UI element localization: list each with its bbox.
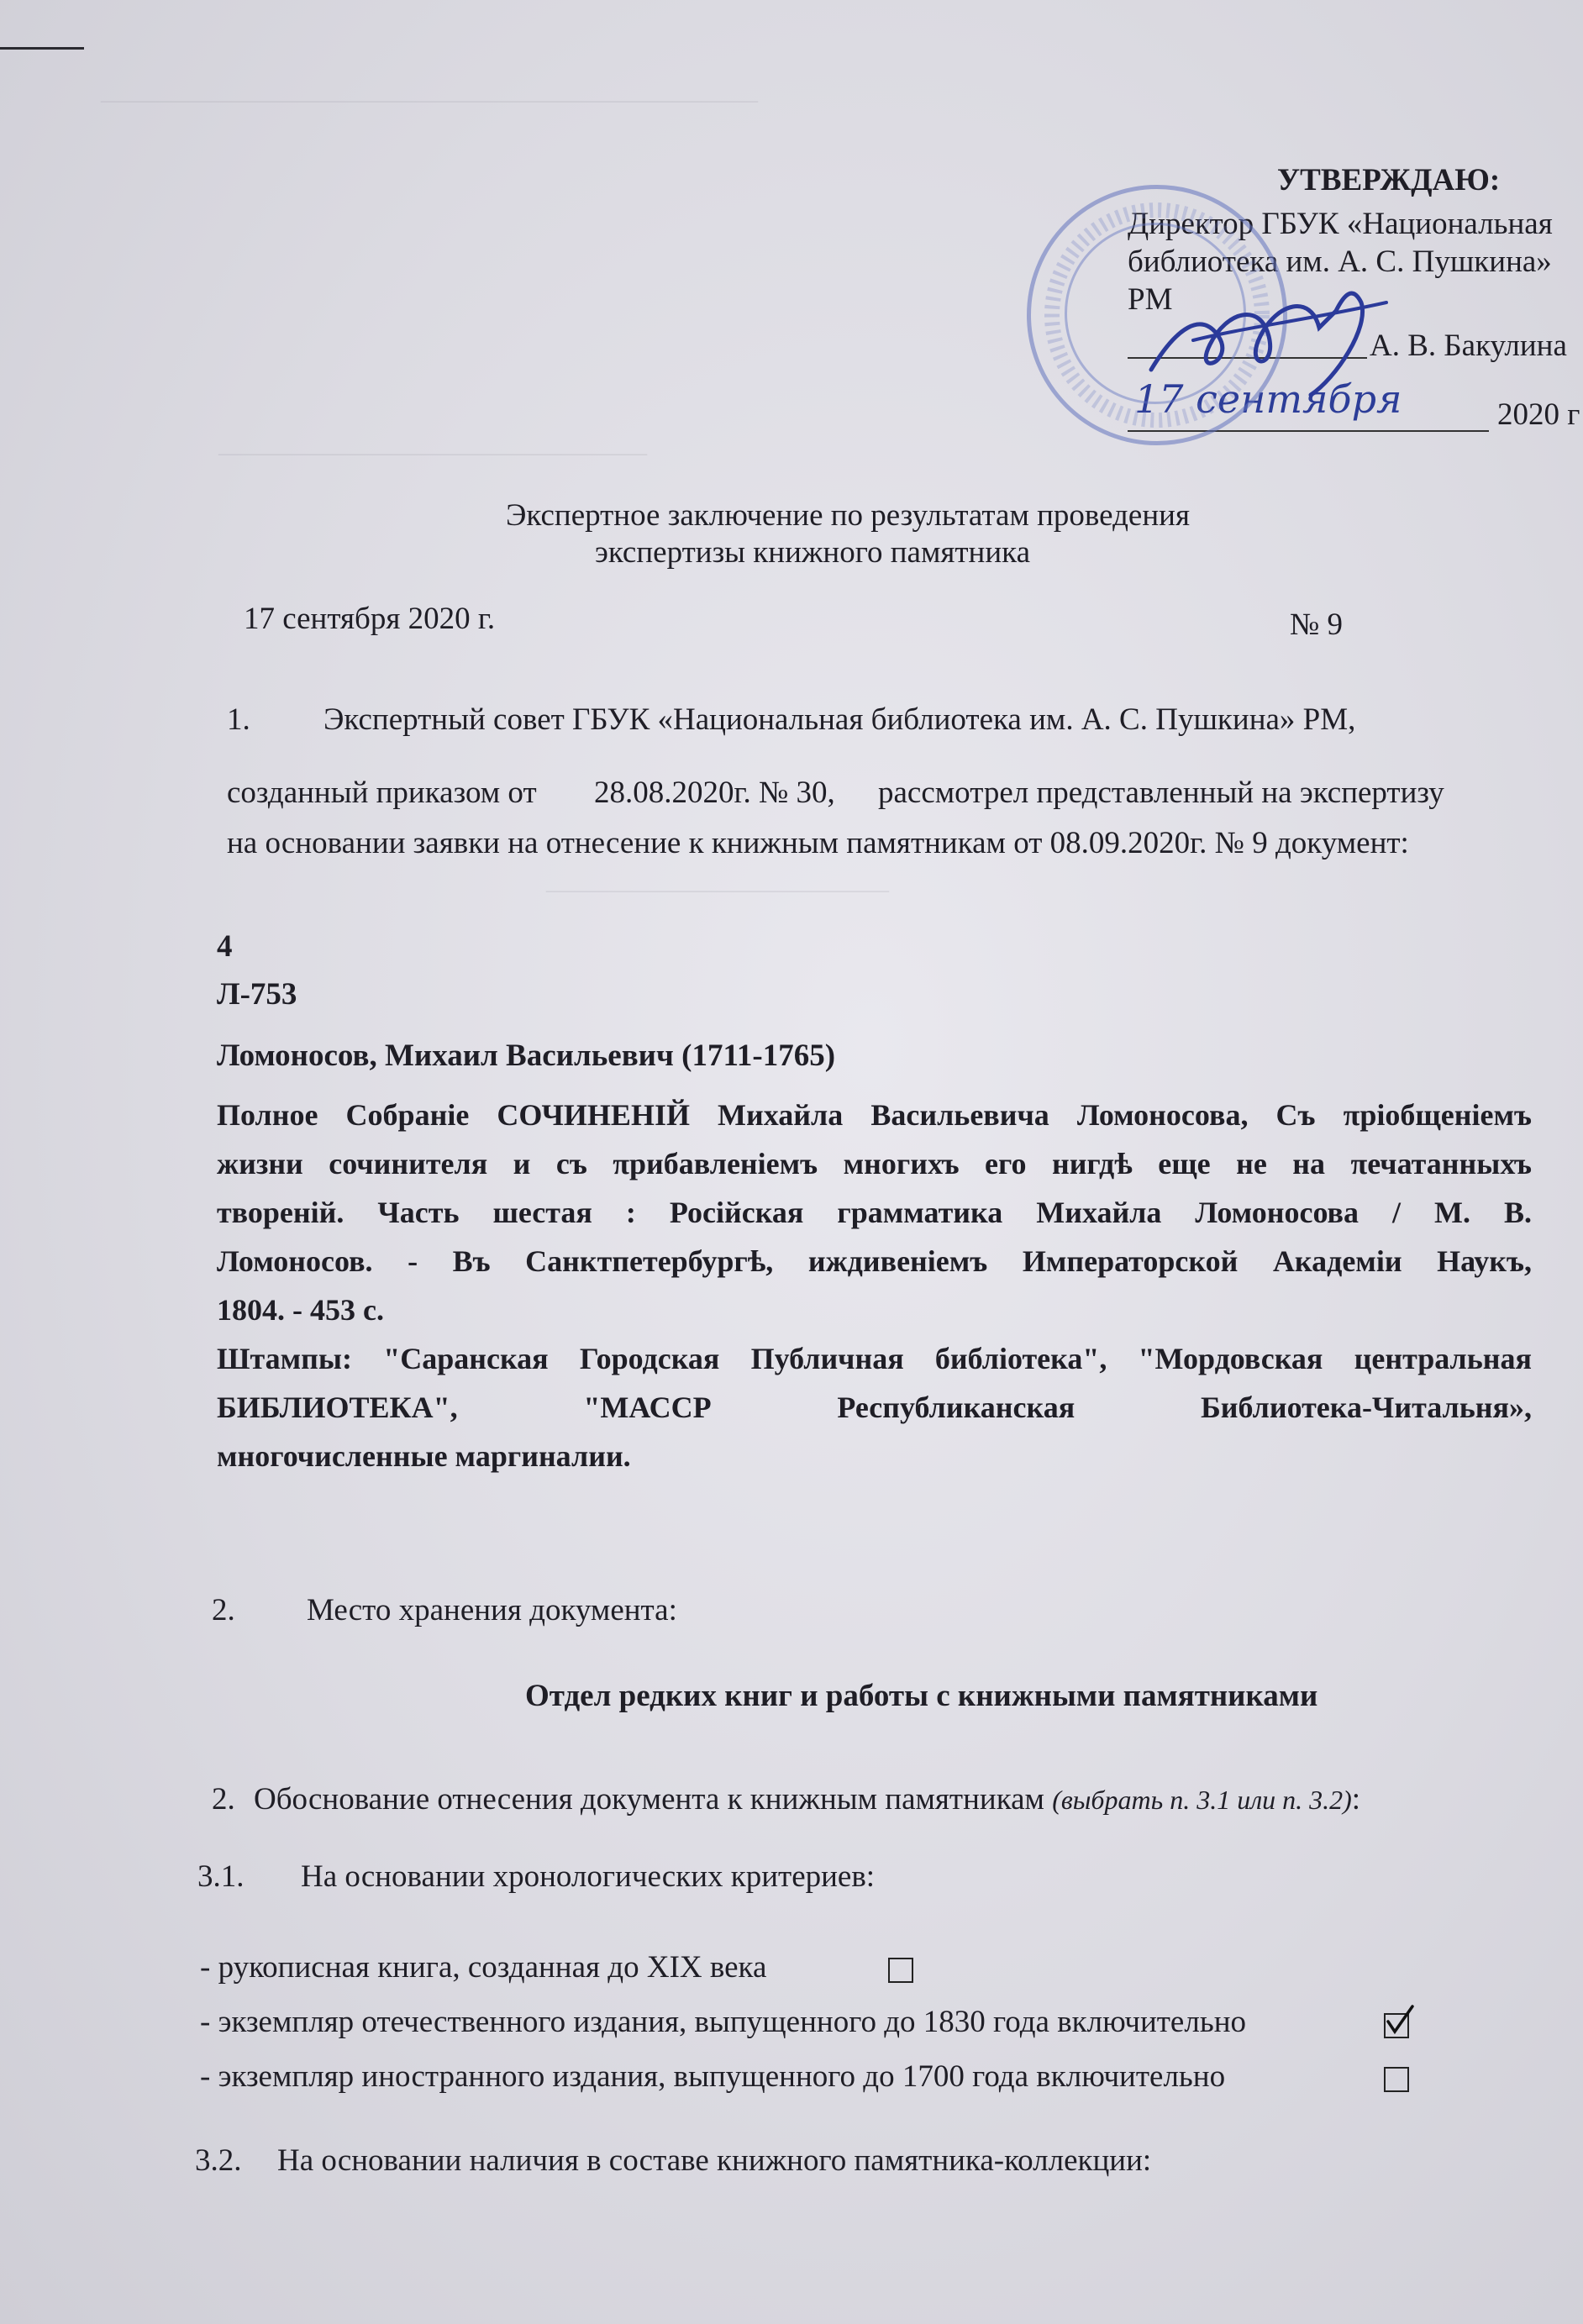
criterion-item: - экземпляр иностранного издания, выпущенного до 1700 года включительно	[200, 2059, 1226, 2094]
show-through: ———————————————————————	[101, 84, 758, 115]
section3-heading	[254, 1781, 1360, 1817]
record-description-line: Полное Собраніе СОЧИНЕНІЙ Михайла Васильевича Ломоносова, Съ πріобщеніемъ	[217, 1098, 1532, 1132]
criterion-checkbox-checked[interactable]	[1384, 2013, 1409, 2038]
record-index: 4	[217, 929, 233, 964]
section1-number: 1.	[227, 702, 250, 737]
record-description-line: твореній. Часть шестая : Російская грамматика Михайла Ломоносова / М. В.	[217, 1196, 1532, 1229]
subsection31-label: На основании хронологических критериев:	[301, 1859, 876, 1894]
record-stamps-line: БИБЛИОТЕКА", "МАССР Республиканская Библиотека-Читальня»,	[217, 1391, 1532, 1424]
approval-line1: Директор ГБУК «Национальная	[1128, 207, 1553, 241]
record-description-line: Ломоносов. - Въ Санктпетербургѣ, иждивеніемъ Императорской Академіи Наукъ,	[217, 1244, 1532, 1278]
criterion-item: - рукописная книга, созданная до XIX века	[200, 1950, 767, 1985]
section1-order: 28.08.2020г. № 30,	[594, 776, 835, 810]
section2-label: Место хранения документа:	[307, 1593, 677, 1627]
record-code: Л-753	[217, 977, 297, 1012]
show-through: ———————————————	[218, 437, 647, 468]
record-description-line: 1804. - 453 с.	[217, 1293, 384, 1327]
subsection32-label: На основании наличия в составе книжного памятника-коллекции:	[277, 2143, 1152, 2178]
approval-line2: библиотека им. А. С. Пушкина»	[1128, 244, 1552, 279]
record-author: Ломоносов, Михаил Васильевич (1711-1765)	[217, 1038, 836, 1073]
section1-line1: Экспертный совет ГБУК «Национальная библиотека им. А. С. Пушкина» РМ,	[323, 702, 1356, 737]
section3-tail: :	[1351, 1782, 1361, 1817]
handwritten-date: 17 сентября	[1134, 376, 1402, 422]
document-date: 17 сентября 2020 г.	[244, 602, 496, 636]
section3-number: 2.	[212, 1782, 235, 1817]
record-description	[217, 1091, 1532, 1334]
document-title-line1: Экспертное заключение по результатам проведения	[506, 498, 1190, 533]
criterion-item: - экземпляр отечественного издания, выпущенного до 1830 года включительно	[200, 2005, 1246, 2039]
section1-line3: на основании заявки на отнесение к книжным памятникам от 08.09.2020г. № 9 документ:	[227, 826, 1409, 860]
criterion-checkbox[interactable]	[888, 1958, 913, 1983]
section2-number: 2.	[212, 1593, 235, 1627]
section1-line2c: рассмотрел представленный на экспертизу	[878, 776, 1444, 810]
signature	[1143, 277, 1395, 407]
subsection31-number: 3.1.	[197, 1859, 245, 1894]
checkmark-icon	[1384, 2005, 1414, 2035]
record-stamps-line: многочисленные маргиналии.	[217, 1439, 631, 1473]
subsection32-number: 3.2.	[195, 2143, 242, 2178]
page-edge-line	[0, 47, 84, 50]
approval-signer: А. В. Бакулина	[1370, 329, 1567, 363]
approval-heading: УТВЕРЖДАЮ:	[1277, 163, 1501, 197]
section3-label: Обоснование отнесения документа к книжным памятникам	[254, 1782, 1044, 1817]
record-description-line: жизни сочинителя и съ πрибавленіемъ многихъ его нигдѣ еще не на πечатанныхъ	[217, 1147, 1532, 1180]
approval-line3: РМ	[1128, 282, 1173, 317]
show-through: ————————————	[546, 874, 889, 905]
record-stamps	[217, 1334, 1532, 1480]
document-number: № 9	[1290, 607, 1344, 642]
document-title-line2: экспертизы книжного памятника	[595, 535, 1030, 570]
approval-year: 2020 г	[1497, 397, 1580, 432]
record-stamps-line: Штампы: "Саранская Городская Публичная библіотека", "Мордовская центральная	[217, 1342, 1532, 1375]
storage-location: Отдел редких книг и работы с книжными памятниками	[525, 1679, 1318, 1713]
section3-note: (выбрать п. 3.1 или п. 3.2)	[1052, 1785, 1352, 1815]
section1-line2a: созданный приказом от	[227, 776, 537, 810]
criterion-checkbox[interactable]	[1384, 2067, 1409, 2092]
